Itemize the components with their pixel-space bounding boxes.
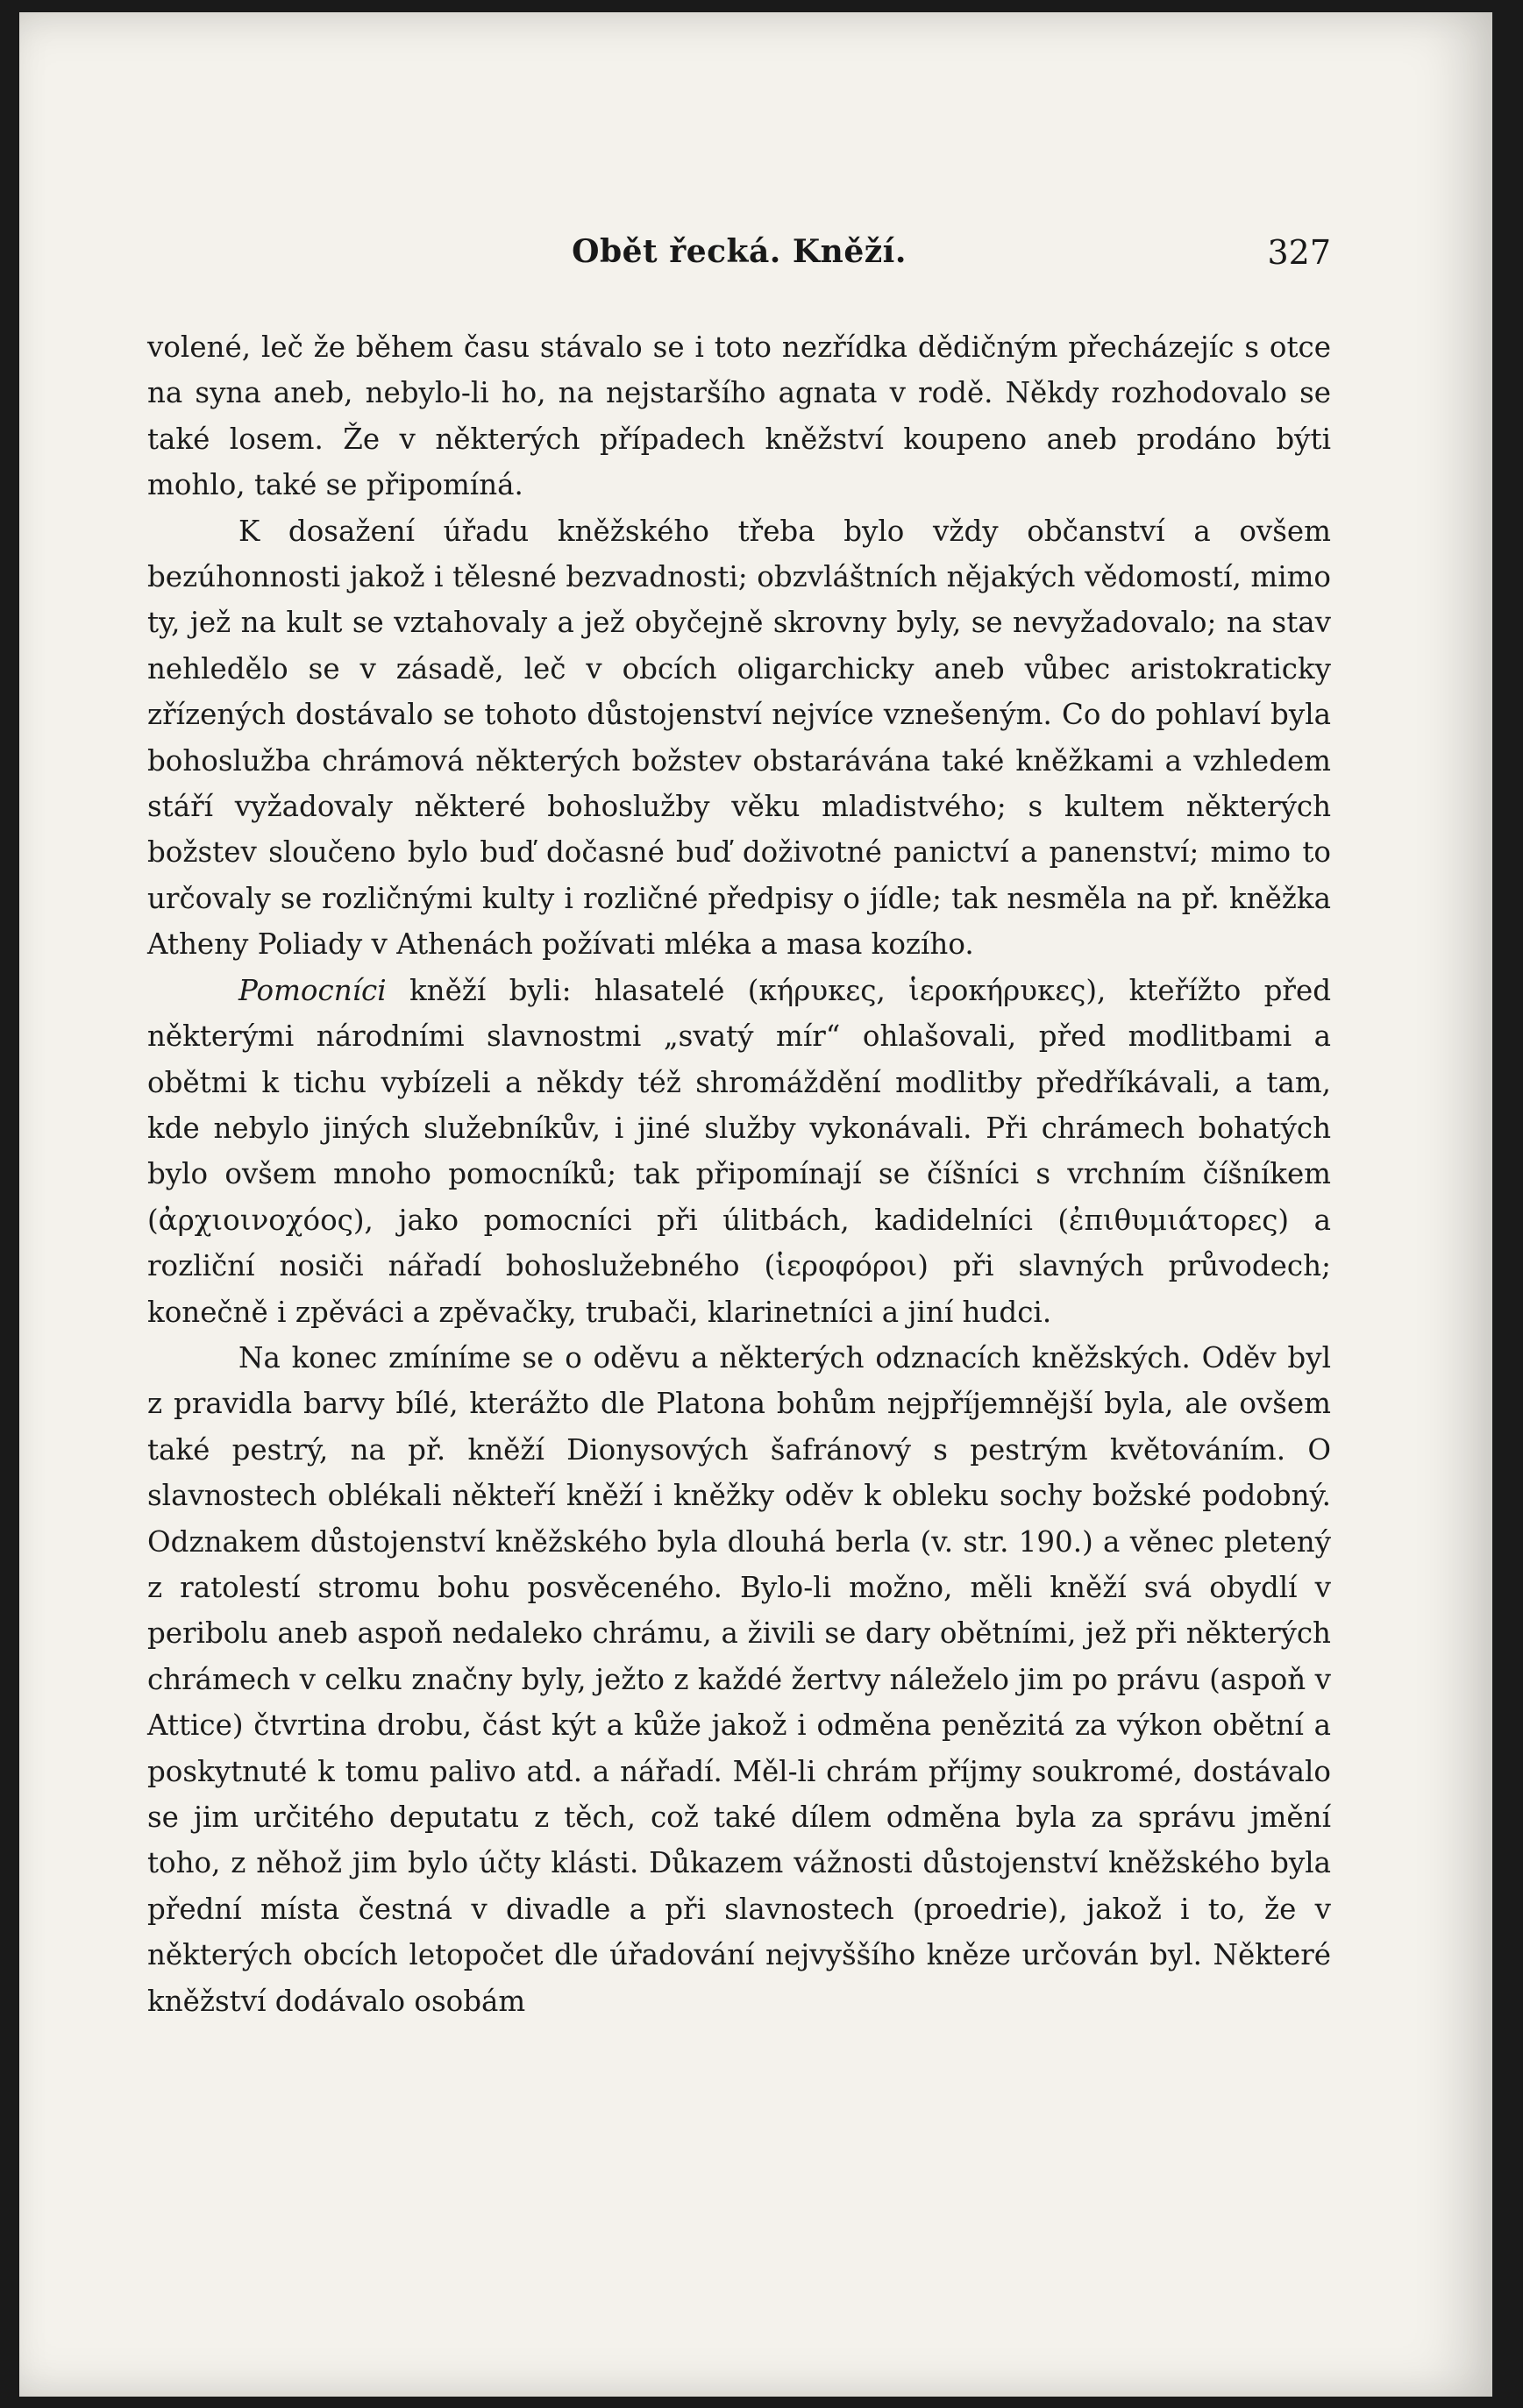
paragraph-2	[147, 508, 1331, 968]
paragraph-3-text: kněží byli: hlasatelé (κήρυκες, ἱεροκήρυκες), kteřížto před některými národními slavnostmi „svatý mír“ ohlašovali, před modlitbami a obětmi k tichu vybízeli a někdy též shromáždění modlitby předříkávali, a tam, kde nebylo jiných služebníkův, i jiné služby vykonávali. Při chrámech bohatých bylo ovšem mnoho pomocníků; tak připomínají se číšníci s vrchním číšníkem (ἀρχιοινοχόος), jako pomocníci při úlitbách, kadidelníci (ἐπιθυμιάτορες) a rozliční nosiči nářadí bohoslužebného (ἱεροφόροι) při slavných průvodech; konečně i zpěváci a zpěvačky, trubači, klarinetníci a jiní hudci.	[147, 973, 1331, 1329]
paragraph-2-text: K dosažení úřadu kněžského třeba bylo vždy občanství a ovšem bezúhonnosti jakož i tělesné bezvadnosti; obzvláštních nějakých vědomostí, mimo ty, jež na kult se vztahovaly a jež obyčejně skrovny byly, se nevyžadovalo; na stav nehledělo se v zásadě, leč v obcích oligarchicky aneb vůbec aristokraticky zřízených dostávalo se tohoto důstojenství nejvíce vznešeným. Co do pohlaví byla bohoslužba chrámová některých božstev obstarávána také kněžkami a vzhledem stáří vyžadovaly některé bohoslužby věku mladistvého; s kultem některých božstev sloučeno bylo buď dočasné buď doživotné panictví a panenství; mimo to určovaly se rozličnými kulty i rozličné předpisy o jídle; tak nesměla na př. kněžka Atheny Poliady v Athenách požívati mléka a masa kozího.	[147, 514, 1331, 962]
running-title: Obět řecká. Kněží.	[572, 233, 907, 270]
page-header	[147, 233, 1331, 286]
paragraph-3	[147, 968, 1331, 1335]
paragraph-4	[147, 1335, 1331, 2024]
paragraph-4-text: Na konec zmíníme se o oděvu a některých odznacích kněžských. Oděv byl z pravidla barvy bílé, kterážto dle Platona bohům nejpříjemnější byla, ale ovšem také pestrý, na př. kněží Dionysových šafránový s pestrým květováním. O slavnostech oblékali někteří kněží i kněžky oděv k obleku sochy božské podobný. Odznakem důstojenství kněžského byla dlouhá berla (v. str. 190.) a věnec pletený z ratolestí stromu bohu posvěceného. Bylo-li možno, měli kněží svá obydlí v peribolu aneb aspoň nedaleko chrámu, a živili se dary obětními, jež při některých chrámech v celku značny byly, ježto z každé žertvy náleželo jim po právu (aspoň v Attice) čtvrtina drobu, část kýt a kůže jakož i odměna penězitá za výkon obětní a poskytnuté k tomu palivo atd. a nářadí. Měl-li chrám příjmy soukromé, dostávalo se jim určitého deputatu z těch, což také dílem odměna byla za správu jmění toho, z něhož jim bylo účty klásti. Důkazem vážnosti důstojenství kněžského byla přední místa čestná v divadle a při slavnostech (proedrie), jakož i to, že v některých obcích letopočet dle úřadování nejvyššího kněze určován byl. Některé kněžství dodávalo osobám	[147, 1340, 1331, 2018]
paragraph-1-text: volené, leč že během času stávalo se i toto nezřídka dědičným přecházejíc s otce na syna aneb, nebylo-li ho, na nejstaršího agnata v rodě. Někdy rozhodovalo se také losem. Že v některých případech kněžství koupeno aneb prodáno býti mohlo, také se připomíná.	[147, 330, 1331, 502]
page-number: 327	[1267, 233, 1331, 272]
body-text	[147, 324, 1331, 2024]
paragraph-3-term: Pomocníci	[238, 973, 387, 1007]
paragraph-1	[147, 324, 1331, 508]
book-page	[19, 12, 1492, 2397]
